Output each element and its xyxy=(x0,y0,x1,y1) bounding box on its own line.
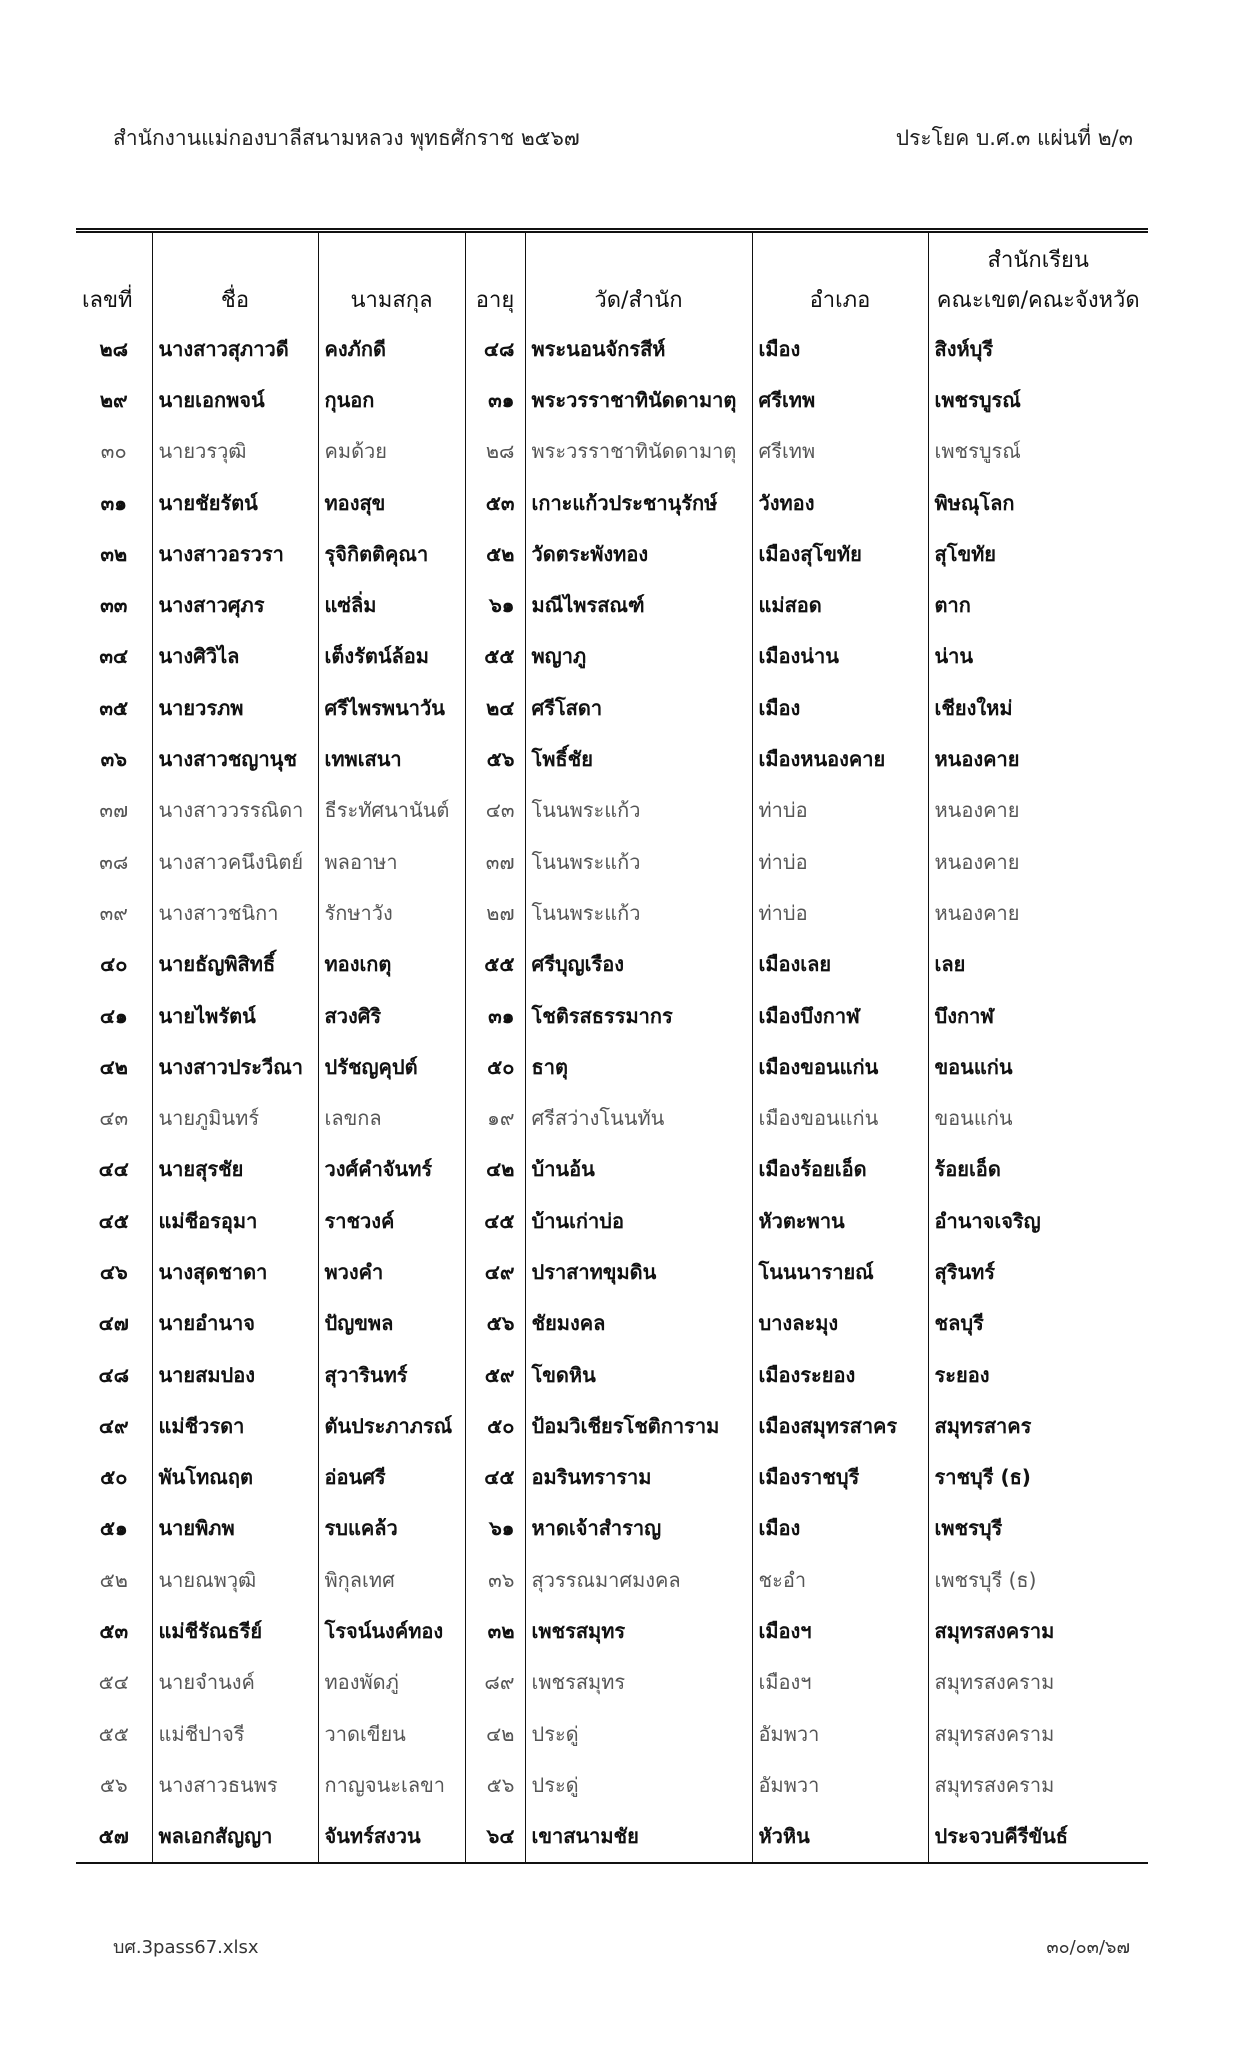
cell-district: วังทอง xyxy=(752,477,928,528)
cell-surname: รุจิกิตติคุณา xyxy=(318,528,465,579)
cell-number: ๔๒ xyxy=(99,1054,128,1079)
cell-school: ระยอง xyxy=(928,1349,1148,1400)
cell-district: ท่าบ่อ xyxy=(752,785,928,836)
cell-age: ๕๕ xyxy=(465,939,525,990)
table-row xyxy=(76,374,1148,425)
cell-school: สุโขทัย xyxy=(928,528,1148,579)
cell-temple: ชัยมงคล xyxy=(525,1298,752,1349)
cell-district: เมืองขอนแก่น xyxy=(752,1041,928,1092)
cell-temple: มณีไพรสณฑ์ xyxy=(525,579,752,630)
cell-name: นางสาวประวีณา xyxy=(152,1041,318,1092)
table-row xyxy=(76,631,1148,682)
cell-age: ๓๗ xyxy=(465,836,525,887)
cell-number: ๓๑ xyxy=(100,490,127,515)
cell-age: ๖๑ xyxy=(465,1503,525,1554)
cell-name: นายณพวุฒิ xyxy=(152,1554,318,1605)
results-table-container xyxy=(76,228,1148,1864)
cell-number: ๕๗ xyxy=(98,1824,129,1849)
cell-name: นางสาวอรวรา xyxy=(152,528,318,579)
table-row xyxy=(76,323,1148,374)
cell-school: น่าน xyxy=(928,631,1148,682)
table-row xyxy=(76,528,1148,579)
cell-temple: พระนอนจักรสีห์ xyxy=(525,323,752,374)
cell-temple: เขาสนามชัย xyxy=(525,1811,752,1862)
cell-age: ๖๔ xyxy=(465,1811,525,1862)
cell-number: ๕๕ xyxy=(98,1721,129,1746)
cell-school: ราชบุรี (ธ) xyxy=(928,1452,1148,1503)
table-row xyxy=(76,1657,1148,1708)
cell-district: ชะอำ xyxy=(752,1554,928,1605)
cell-surname: ทองพัดภู่ xyxy=(318,1657,465,1708)
cell-temple: ศรีสว่างโนนทัน xyxy=(525,1092,752,1143)
cell-number: ๔๕ xyxy=(98,1208,129,1233)
cell-surname: เทพเสนา xyxy=(318,733,465,784)
cell-number: ๕๔ xyxy=(98,1670,129,1695)
cell-number: ๔๐ xyxy=(100,952,128,977)
cell-number: ๔๘ xyxy=(98,1362,130,1387)
cell-age: ๔๒ xyxy=(465,1708,525,1759)
cell-name: นายวรวุฒิ xyxy=(152,426,318,477)
cell-temple: อมรินทราราม xyxy=(525,1452,752,1503)
cell-school: สมุทรสงคราม xyxy=(928,1759,1148,1810)
table-row xyxy=(76,836,1148,887)
cell-school: หนองคาย xyxy=(928,733,1148,784)
cell-age: ๑๙ xyxy=(465,1092,525,1143)
table-row xyxy=(76,1349,1148,1400)
cell-number: ๔๑ xyxy=(99,1003,128,1028)
results-table xyxy=(76,233,1148,1862)
cell-name: นายชัยรัตน์ xyxy=(152,477,318,528)
cell-name: นายธัญพิสิทธิ์ xyxy=(152,939,318,990)
column-header-surname: นามสกุล xyxy=(318,277,465,323)
cell-name: นางสาวชญานุช xyxy=(152,733,318,784)
cell-name: พันโทณฤต xyxy=(152,1452,318,1503)
cell-temple: เกาะแก้วประชานุรักษ์ xyxy=(525,477,752,528)
cell-school: สมุทรสาคร xyxy=(928,1400,1148,1451)
cell-district: เมืองสมุทรสาคร xyxy=(752,1400,928,1451)
footer-filename: บศ.3pass67.xlsx xyxy=(113,1937,259,1958)
cell-surname: อ่อนศรี xyxy=(318,1452,465,1503)
cell-surname: เลขกล xyxy=(318,1092,465,1143)
cell-name: นายภูมินทร์ xyxy=(152,1092,318,1143)
cell-temple: ประดู่ xyxy=(525,1759,752,1810)
cell-temple: ป้อมวิเชียรโชติการาม xyxy=(525,1400,752,1451)
cell-temple: โขดหิน xyxy=(525,1349,752,1400)
cell-school: ตาก xyxy=(928,579,1148,630)
cell-surname: รักษาวัง xyxy=(318,887,465,938)
cell-district: เมืองบึงกาฬ xyxy=(752,990,928,1041)
table-row xyxy=(76,426,1148,477)
cell-school: ประจวบคีรีขันธ์ xyxy=(928,1811,1148,1862)
cell-number: ๕๒ xyxy=(99,1567,128,1592)
cell-school: ขอนแก่น xyxy=(928,1041,1148,1092)
cell-age: ๓๑ xyxy=(465,990,525,1041)
table-row xyxy=(76,1605,1148,1656)
cell-school: สิงห์บุรี xyxy=(928,323,1148,374)
table-row xyxy=(76,990,1148,1041)
column-header-school: สำนักเรียน xyxy=(928,233,1148,277)
cell-district: ศรีเทพ xyxy=(752,426,928,477)
cell-district: ท่าบ่อ xyxy=(752,887,928,938)
cell-district: อัมพวา xyxy=(752,1708,928,1759)
cell-age: ๔๘ xyxy=(465,323,525,374)
cell-number: ๓๖ xyxy=(100,747,127,772)
table-row xyxy=(76,1298,1148,1349)
cell-district: เมืองเลย xyxy=(752,939,928,990)
cell-number: ๔๗ xyxy=(98,1311,129,1336)
cell-age: ๔๕ xyxy=(465,1452,525,1503)
cell-district: เมืองระยอง xyxy=(752,1349,928,1400)
cell-district: หัวหิน xyxy=(752,1811,928,1862)
cell-number: ๕๑ xyxy=(99,1516,128,1541)
table-row xyxy=(76,1554,1148,1605)
cell-temple: เพชรสมุทร xyxy=(525,1657,752,1708)
cell-school: พิษณุโลก xyxy=(928,477,1148,528)
cell-temple: บ้านเก่าบ่อ xyxy=(525,1195,752,1246)
cell-name: นายไพรัตน์ xyxy=(152,990,318,1041)
cell-temple: หาดเจ้าสำราญ xyxy=(525,1503,752,1554)
column-header-age: อายุ xyxy=(465,277,525,323)
cell-school: เพชรบุรี (ธ) xyxy=(928,1554,1148,1605)
cell-surname: ธีระทัศนานันต์ xyxy=(318,785,465,836)
cell-school: เพชรบุรี xyxy=(928,1503,1148,1554)
column-header-province-group: คณะเขต/คณะจังหวัด xyxy=(928,277,1148,323)
cell-temple: ศรีบุญเรือง xyxy=(525,939,752,990)
cell-district: เมือง xyxy=(752,323,928,374)
cell-surname: กุนอก xyxy=(318,374,465,425)
cell-school: เชียงใหม่ xyxy=(928,682,1148,733)
cell-school: สมุทรสงคราม xyxy=(928,1605,1148,1656)
cell-number: ๒๙ xyxy=(99,387,128,412)
table-row xyxy=(76,1708,1148,1759)
cell-age: ๓๖ xyxy=(465,1554,525,1605)
cell-age: ๓๒ xyxy=(465,1605,525,1656)
cell-temple: เพชรสมุทร xyxy=(525,1605,752,1656)
cell-district: เมืองฯ xyxy=(752,1657,928,1708)
cell-surname: จันทร์สงวน xyxy=(318,1811,465,1862)
cell-name: นางสาวชนิกา xyxy=(152,887,318,938)
cell-district: เมืองหนองคาย xyxy=(752,733,928,784)
cell-school: เพชรบูรณ์ xyxy=(928,374,1148,425)
cell-surname: พวงคำ xyxy=(318,1246,465,1297)
cell-number: ๓๗ xyxy=(99,798,129,823)
cell-temple: บ้านอ้น xyxy=(525,1144,752,1195)
cell-district: บางละมุง xyxy=(752,1298,928,1349)
cell-district: อัมพวา xyxy=(752,1759,928,1810)
cell-name: นายพิภพ xyxy=(152,1503,318,1554)
cell-district: หัวตะพาน xyxy=(752,1195,928,1246)
table-row xyxy=(76,1195,1148,1246)
cell-name: นางศิวิไล xyxy=(152,631,318,682)
cell-number: ๓๘ xyxy=(99,849,129,874)
cell-school: ร้อยเอ็ด xyxy=(928,1144,1148,1195)
cell-age: ๕๖ xyxy=(465,1759,525,1810)
cell-district: เมืองร้อยเอ็ด xyxy=(752,1144,928,1195)
cell-name: แม่ชีอรอุมา xyxy=(152,1195,318,1246)
cell-age: ๒๔ xyxy=(465,682,525,733)
cell-temple: ประดู่ xyxy=(525,1708,752,1759)
cell-temple: โนนพระแก้ว xyxy=(525,785,752,836)
cell-district: แม่สอด xyxy=(752,579,928,630)
cell-temple: โพธิ์ชัย xyxy=(525,733,752,784)
cell-surname: โรจน์นงค์ทอง xyxy=(318,1605,465,1656)
cell-district: โนนนารายณ์ xyxy=(752,1246,928,1297)
cell-name: แม่ชีวรดา xyxy=(152,1400,318,1451)
cell-name: นางสาวธนพร xyxy=(152,1759,318,1810)
cell-age: ๕๐ xyxy=(465,1400,525,1451)
cell-name: นางสาวศุภร xyxy=(152,579,318,630)
cell-district: เมืองราชบุรี xyxy=(752,1452,928,1503)
cell-surname: ปัญขพล xyxy=(318,1298,465,1349)
cell-district: ศรีเทพ xyxy=(752,374,928,425)
cell-number: ๓๔ xyxy=(99,644,129,669)
cell-school: หนองคาย xyxy=(928,836,1148,887)
cell-district: เมืองขอนแก่น xyxy=(752,1092,928,1143)
table-row xyxy=(76,1811,1148,1862)
cell-number: ๕๖ xyxy=(99,1772,128,1797)
cell-surname: วาดเขียน xyxy=(318,1708,465,1759)
cell-surname: ราชวงค์ xyxy=(318,1195,465,1246)
cell-number: ๕๓ xyxy=(99,1619,129,1644)
cell-temple: ธาตุ xyxy=(525,1041,752,1092)
cell-district: เมือง xyxy=(752,682,928,733)
cell-name: นายสุรชัย xyxy=(152,1144,318,1195)
cell-school: สมุทรสงคราม xyxy=(928,1657,1148,1708)
table-row xyxy=(76,887,1148,938)
cell-school: ชลบุรี xyxy=(928,1298,1148,1349)
cell-age: ๔๒ xyxy=(465,1144,525,1195)
cell-number: ๓๒ xyxy=(100,541,128,566)
cell-age: ๘๙ xyxy=(465,1657,525,1708)
cell-temple: พญาภู xyxy=(525,631,752,682)
cell-surname: ปรัชญคุปต์ xyxy=(318,1041,465,1092)
column-header-name: ชื่อ xyxy=(152,277,318,323)
cell-district: เมืองฯ xyxy=(752,1605,928,1656)
cell-name: แม่ชีรัณธรีย์ xyxy=(152,1605,318,1656)
cell-name: นายสมปอง xyxy=(152,1349,318,1400)
cell-number: ๔๔ xyxy=(98,1157,129,1182)
cell-school: บึงกาฬ xyxy=(928,990,1148,1041)
cell-name: นางสาวคนึงนิตย์ xyxy=(152,836,318,887)
column-header-number: เลขที่ xyxy=(82,288,133,313)
table-row xyxy=(76,733,1148,784)
table-row xyxy=(76,1246,1148,1297)
column-header-temple: วัด/สำนัก xyxy=(525,277,752,323)
cell-age: ๕๓ xyxy=(465,477,525,528)
cell-surname: ตันประภาภรณ์ xyxy=(318,1400,465,1451)
table-bottom-rule xyxy=(76,1862,1148,1864)
cell-name: แม่ชีปาจรี xyxy=(152,1708,318,1759)
cell-number: ๓๐ xyxy=(100,439,127,464)
cell-number: ๕๐ xyxy=(100,1465,128,1490)
cell-age: ๔๙ xyxy=(465,1246,525,1297)
cell-age: ๒๗ xyxy=(465,887,525,938)
cell-number: ๔๖ xyxy=(99,1259,128,1284)
cell-surname: รบแคล้ว xyxy=(318,1503,465,1554)
cell-surname: เต็งรัตน์ล้อม xyxy=(318,631,465,682)
cell-surname: สวงศิริ xyxy=(318,990,465,1041)
table-row xyxy=(76,579,1148,630)
column-header-district: อำเภอ xyxy=(752,277,928,323)
cell-district: ท่าบ่อ xyxy=(752,836,928,887)
cell-school: เลย xyxy=(928,939,1148,990)
cell-name: นางสาววรรณิดา xyxy=(152,785,318,836)
cell-number: ๓๓ xyxy=(100,593,128,618)
cell-surname: คงภักดี xyxy=(318,323,465,374)
cell-school: หนองคาย xyxy=(928,887,1148,938)
cell-school: สุรินทร์ xyxy=(928,1246,1148,1297)
cell-temple: วัดตระพังทอง xyxy=(525,528,752,579)
cell-surname: วงศ์คำจันทร์ xyxy=(318,1144,465,1195)
page-header-left: สำนักงานแม่กองบาลีสนามหลวง พุทธศักราช ๒๕๖๗ xyxy=(113,126,580,150)
table-row xyxy=(76,1503,1148,1554)
table-row xyxy=(76,1092,1148,1143)
page-header-right: ประโยค บ.ศ.๓ แผ่นที่ ๒/๓ xyxy=(895,126,1133,150)
cell-surname: สุวารินทร์ xyxy=(318,1349,465,1400)
cell-number: ๔๓ xyxy=(99,1106,129,1131)
cell-temple: โนนพระแก้ว xyxy=(525,836,752,887)
cell-surname: พิกุลเทศ xyxy=(318,1554,465,1605)
cell-temple: ศรีโสดา xyxy=(525,682,752,733)
cell-age: ๕๐ xyxy=(465,1041,525,1092)
table-row xyxy=(76,1041,1148,1092)
cell-district: เมืองสุโขทัย xyxy=(752,528,928,579)
cell-name: นายจำนงค์ xyxy=(152,1657,318,1708)
cell-age: ๕๕ xyxy=(465,631,525,682)
cell-name: นายวรภพ xyxy=(152,682,318,733)
cell-age: ๕๙ xyxy=(465,1349,525,1400)
cell-number: ๓๕ xyxy=(99,695,129,720)
cell-school: อำนาจเจริญ xyxy=(928,1195,1148,1246)
table-row xyxy=(76,1144,1148,1195)
cell-age: ๕๒ xyxy=(465,528,525,579)
cell-surname: ทองเกตุ xyxy=(318,939,465,990)
cell-age: ๒๘ xyxy=(465,426,525,477)
cell-surname: แซ่ลิ่ม xyxy=(318,579,465,630)
cell-surname: กาญจนะเลขา xyxy=(318,1759,465,1810)
cell-temple: โชติรสธรรมากร xyxy=(525,990,752,1041)
cell-age: ๖๑ xyxy=(465,579,525,630)
cell-name: นางสุดชาดา xyxy=(152,1246,318,1297)
cell-number: ๒๘ xyxy=(99,336,129,361)
cell-school: หนองคาย xyxy=(928,785,1148,836)
cell-number: ๓๙ xyxy=(99,900,128,925)
cell-school: เพชรบูรณ์ xyxy=(928,426,1148,477)
cell-name: พลเอกสัญญา xyxy=(152,1811,318,1862)
table-row xyxy=(76,477,1148,528)
table-row xyxy=(76,682,1148,733)
cell-temple: ปราสาทขุมดิน xyxy=(525,1246,752,1297)
cell-surname: คมด้วย xyxy=(318,426,465,477)
table-row xyxy=(76,939,1148,990)
cell-school: ขอนแก่น xyxy=(928,1092,1148,1143)
cell-temple: โนนพระแก้ว xyxy=(525,887,752,938)
cell-name: นายอำนาจ xyxy=(152,1298,318,1349)
table-row xyxy=(76,1400,1148,1451)
cell-age: ๕๖ xyxy=(465,733,525,784)
cell-surname: พลอาษา xyxy=(318,836,465,887)
table-row xyxy=(76,1759,1148,1810)
cell-temple: พระวรราชาทินัดดามาตุ xyxy=(525,374,752,425)
table-body xyxy=(76,323,1148,1862)
footer-date: ๓๐/๐๓/๖๗ xyxy=(1046,1937,1130,1958)
cell-surname: ทองสุข xyxy=(318,477,465,528)
cell-school: สมุทรสงคราม xyxy=(928,1708,1148,1759)
cell-age: ๔๓ xyxy=(465,785,525,836)
cell-name: นายเอกพจน์ xyxy=(152,374,318,425)
cell-temple: พระวรราชาทินัดดามาตุ xyxy=(525,426,752,477)
cell-age: ๓๑ xyxy=(465,374,525,425)
cell-name: นางสาวสุภาวดี xyxy=(152,323,318,374)
cell-number: ๔๙ xyxy=(98,1413,129,1438)
table-row xyxy=(76,1452,1148,1503)
cell-age: ๔๕ xyxy=(465,1195,525,1246)
cell-temple: สุวรรณมาศมงคล xyxy=(525,1554,752,1605)
cell-district: เมือง xyxy=(752,1503,928,1554)
table-row xyxy=(76,785,1148,836)
cell-age: ๕๖ xyxy=(465,1298,525,1349)
cell-district: เมืองน่าน xyxy=(752,631,928,682)
cell-surname: ศรีไพรพนาวัน xyxy=(318,682,465,733)
